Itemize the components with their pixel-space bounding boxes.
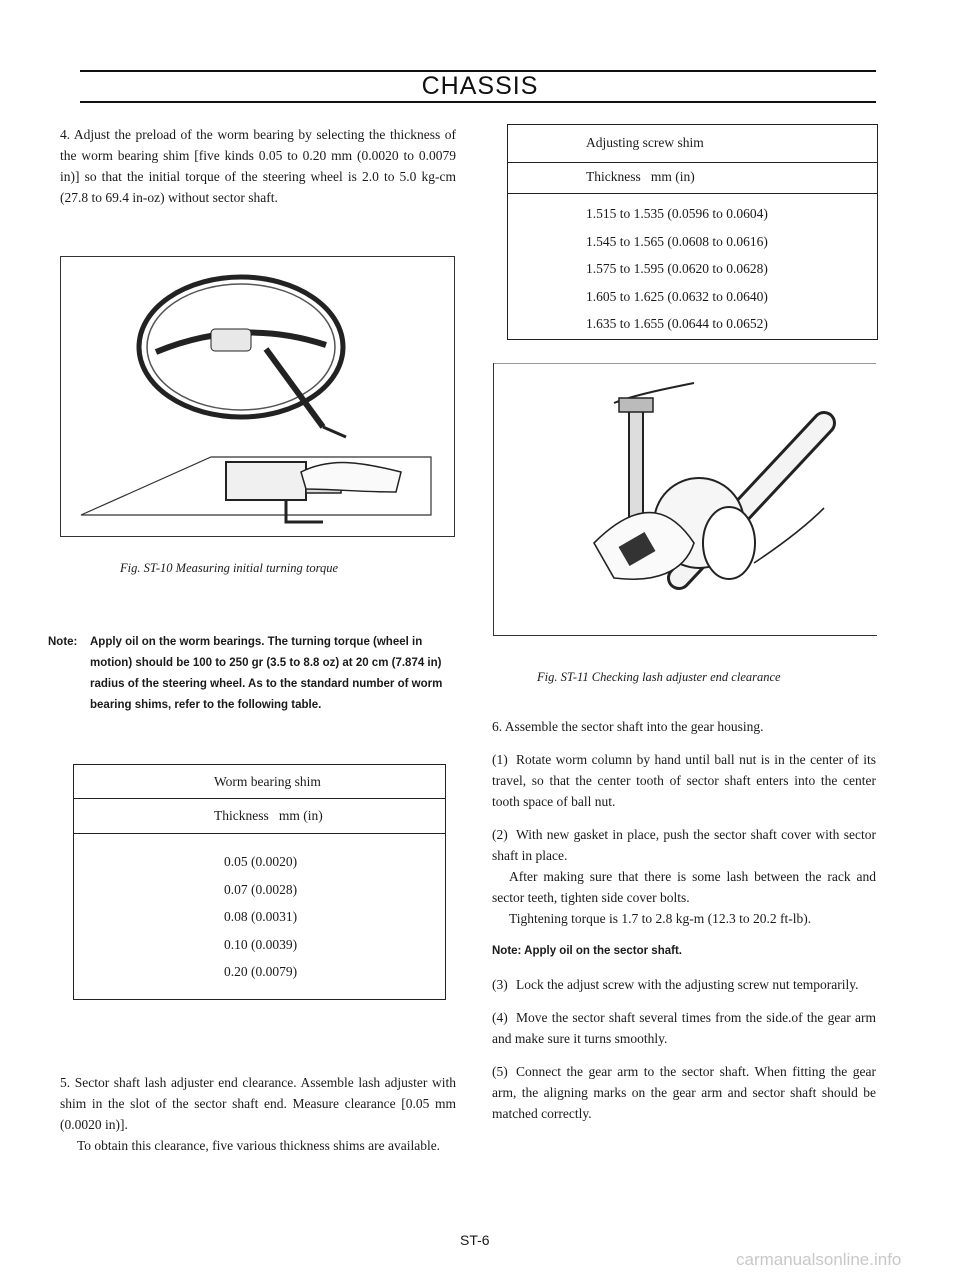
substep-1 bbox=[492, 749, 876, 812]
table-column-header: Thickness mm (in) bbox=[214, 808, 323, 823]
page-number: ST-6 bbox=[460, 1232, 490, 1248]
table-row: 0.20 (0.0079) bbox=[224, 964, 298, 979]
substep-2-text: With new gasket in place, push the sector shaft cover with sector shaft in place. bbox=[492, 827, 876, 863]
figure-st-11-caption: Fig. ST-11 Checking lash adjuster end clearance bbox=[537, 670, 781, 684]
substep-4 bbox=[492, 1007, 876, 1049]
watermark: carmanualsonline.info bbox=[736, 1250, 902, 1269]
note-text: Apply oil on the worm bearings. The turning torque (wheel in motion) should be 100 to 250 gr (3.5 to 8.8 oz) at 20 cm (7.874 in) radius of the steering wheel. As to the standard number of worm bearing shims, refer to the following table. bbox=[90, 636, 443, 711]
substep-3-number: (3) bbox=[492, 977, 508, 992]
table-header-row bbox=[508, 163, 877, 194]
substep-5 bbox=[492, 1061, 876, 1124]
lash-adjuster-illustration bbox=[494, 363, 876, 634]
table-title-row bbox=[508, 125, 877, 163]
table-header-row bbox=[74, 799, 445, 834]
table-title: Adjusting screw shim bbox=[586, 135, 704, 150]
note-2: Note: Apply oil on the sector shaft. bbox=[492, 945, 682, 957]
header-rule-bottom bbox=[80, 101, 876, 103]
steering-wheel-illustration bbox=[61, 257, 454, 536]
table-body bbox=[74, 834, 445, 986]
substep-1-text: Rotate worm column by hand until ball nut is in the center of its travel, so that the center tooth of sector shaft enters into the center tooth space of ball nut. bbox=[492, 752, 876, 809]
table-row: 1.515 to 1.535 (0.0596 to 0.0604) bbox=[586, 206, 768, 221]
substep-2-para-2: After making sure that there is some lash between the rack and sector teeth, tighten side cover bolts. bbox=[492, 869, 876, 905]
figure-st-11 bbox=[493, 363, 877, 636]
table-title-row bbox=[74, 765, 445, 799]
page-title: CHASSIS bbox=[421, 72, 539, 100]
substep-1-number: (1) bbox=[492, 752, 508, 767]
substep-2-para-3: Tightening torque is 1.7 to 2.8 kg-m (12.3 to 20.2 ft-lb). bbox=[509, 911, 812, 926]
worm-bearing-shim-table bbox=[73, 764, 446, 1000]
table-row: 0.08 (0.0031) bbox=[224, 909, 298, 924]
figure-st-10 bbox=[60, 256, 455, 537]
substep-3-text: Lock the adjust screw with the adjusting screw nut temporarily. bbox=[516, 977, 859, 992]
step-6-text: 6. Assemble the sector shaft into the gear housing. bbox=[492, 719, 764, 734]
table-row: 0.05 (0.0020) bbox=[224, 854, 298, 869]
substep-2 bbox=[492, 824, 876, 866]
substep-4-number: (4) bbox=[492, 1010, 508, 1025]
table-body bbox=[508, 194, 877, 338]
table-column-header: Thickness mm (in) bbox=[586, 169, 695, 184]
substep-5-number: (5) bbox=[492, 1064, 508, 1079]
step-5-text: 5. Sector shaft lash adjuster end clearance. Assemble lash adjuster with shim in the slot of the sector shaft end. Measure clearance [0.05 mm (0.0020 in)]. bbox=[60, 1075, 456, 1132]
table-row: 1.545 to 1.565 (0.0608 to 0.0616) bbox=[586, 233, 768, 249]
figure-st-10-caption: Fig. ST-10 Measuring initial turning torque bbox=[120, 561, 339, 575]
note-label: Note: bbox=[48, 636, 78, 648]
table-row: 0.10 (0.0039) bbox=[224, 936, 298, 952]
substep-5-text: Connect the gear arm to the sector shaft. When fitting the gear arm, the aligning marks on the gear arm and sector shaft should be matched correctly. bbox=[492, 1064, 876, 1121]
adjusting-screw-shim-table bbox=[507, 124, 878, 340]
table-row: 1.605 to 1.625 (0.0632 to 0.0640) bbox=[586, 288, 768, 304]
table-title: Worm bearing shim bbox=[214, 774, 321, 789]
table-row: 1.575 to 1.595 (0.0620 to 0.0628) bbox=[586, 261, 768, 276]
step-4-text: 4. Adjust the preload of the worm bearing by selecting the thickness of the worm bearing shim [five kinds 0.05 to 0.20 mm (0.0020 to 0.0079 in)] so that the initial torque of the steering wheel is 2.0 to 5.0 kg-cm (27.8 to 69.4 in-oz) without sector shaft. bbox=[60, 127, 456, 205]
step-5-text-2: To obtain this clearance, five various thickness shims are available. bbox=[77, 1138, 441, 1153]
substep-3 bbox=[492, 974, 876, 995]
table-row: 1.635 to 1.655 (0.0644 to 0.0652) bbox=[586, 316, 768, 331]
step-5-paragraph bbox=[60, 1072, 456, 1156]
substep-4-text: Move the sector shaft several times from the side.of the gear arm and make sure it turns smoothly. bbox=[492, 1010, 876, 1046]
step-4-paragraph bbox=[60, 124, 456, 208]
table-row: 0.07 (0.0028) bbox=[224, 881, 298, 897]
step-6-block bbox=[492, 716, 876, 1124]
substep-2-number: (2) bbox=[492, 827, 508, 842]
